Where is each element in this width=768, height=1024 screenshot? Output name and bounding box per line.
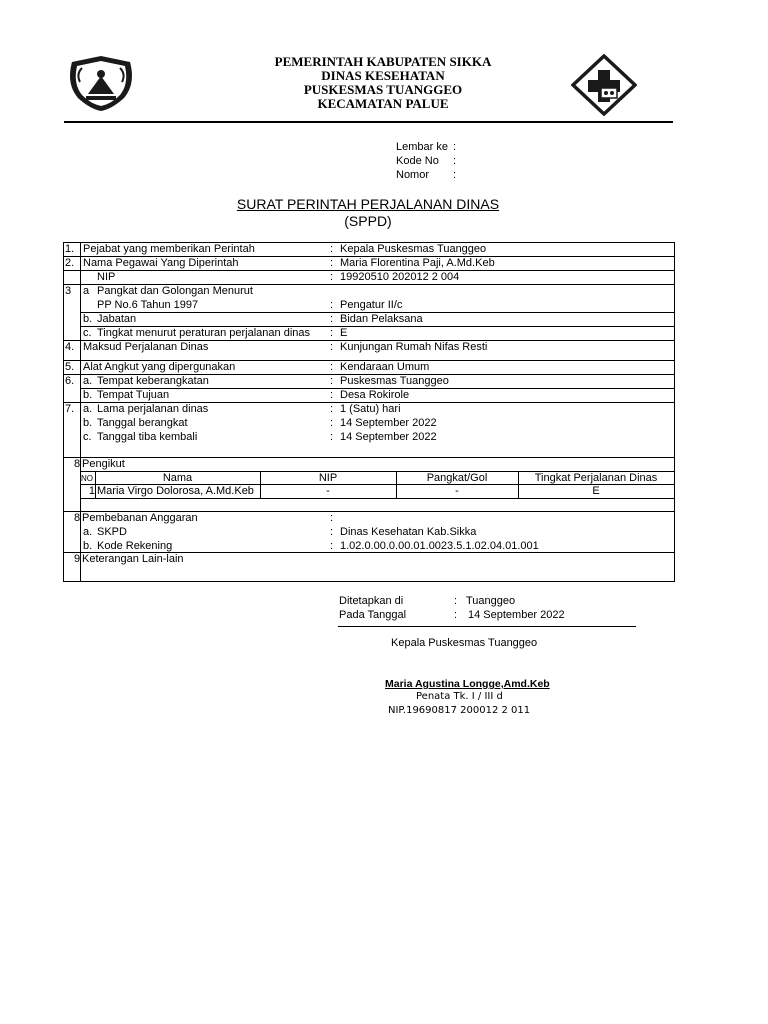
colon: : [330,431,334,443]
colon: : [330,540,334,552]
row3-sub: a [83,285,90,297]
signatory-nip: NIP.19690817 200012 2 011 [388,705,531,716]
colon: : [330,403,334,415]
pengikut-row-nama: Maria Virgo Dolorosa, A.Md.Keb [97,485,254,497]
pengikut-num: 8 [74,458,81,470]
pengikut-row-nip: - [326,485,330,497]
row7a-value: 1 (Satu) hari [340,403,401,415]
pengikut-table [80,471,674,498]
row2b-value: 19920510 202012 2 004 [340,271,460,283]
pengikut-header-tingkat: Tingkat Perjalanan Dinas [534,472,658,484]
row3c-label: Tingkat menurut peraturan perjalanan dinas [97,327,311,339]
row4-num: 4. [65,341,75,353]
row7c-sub: c. [83,431,92,443]
row7b-sub: b. [83,417,93,429]
tanggal-label: Pada Tanggal [339,609,407,621]
colon: : [330,526,334,538]
row7c-label: Tanggal tiba kembali [97,431,198,443]
row7-num: 7. [65,403,75,415]
ditetapkan-value: Tuanggeo [466,595,516,607]
ref-kode [396,154,456,168]
anggaran-a-sub: a. [83,526,93,538]
pengikut-header-pangkat: Pangkat/Gol [426,472,488,484]
pengikut-row-tingkat: E [592,485,600,497]
anggaran-num: 8 [74,512,81,524]
row6-num: 6. [65,375,75,387]
anggaran-b-sub: b. [83,540,93,552]
anggaran-a-label: SKPD [97,526,127,538]
row3c-value: E [340,327,348,339]
ref-kode-label: Kode No [396,155,439,167]
document-title: SURAT PERINTAH PERJALANAN DINAS [236,196,500,212]
row6a-label: Tempat keberangkatan [97,375,209,387]
row3c-sub: c. [83,327,92,339]
letterhead-line-2: DINAS KESEHATAN [321,68,445,83]
colon: : [330,512,334,524]
signature-rule [338,626,636,627]
row1-value: Kepala Puskesmas Tuanggeo [340,243,487,255]
letterhead-line-4: KECAMATAN PALUE [317,96,449,111]
row3-num: 3 [65,285,72,297]
colon: : [454,609,458,621]
row3a-value: Pengatur II/c [340,299,403,311]
ref-colon: : [453,141,457,153]
ref-colon: : [453,169,457,181]
ref-nomor-label: Nomor [396,169,430,181]
row6a-value: Puskesmas Tuanggeo [340,375,449,387]
pengikut-line [80,498,674,499]
anggaran-label: Pembebanan Anggaran [82,512,198,524]
document-subtitle: (SPPD) [344,213,392,229]
puskesmas-logo [571,54,637,116]
letterhead-rule [64,121,673,123]
row6a-sub: a. [83,375,93,387]
colon: : [330,313,334,325]
row4-label: Maksud Perjalanan Dinas [83,341,209,353]
row7a-sub: a. [83,403,93,415]
colon: : [330,327,334,339]
colon: : [330,299,334,311]
row6b-label: Tempat Tujuan [97,389,170,401]
row5-value: Kendaraan Umum [340,361,430,373]
row6b-value: Desa Rokirole [340,389,410,401]
anggaran-a-value: Dinas Kesehatan Kab.Sikka [340,526,477,538]
tanggal-value: 14 September 2022 [468,609,565,621]
ref-lembar [396,140,456,154]
colon: : [330,361,334,373]
row7c-value: 14 September 2022 [340,431,437,443]
row3b-value: Bidan Pelaksana [340,313,423,325]
colon: : [330,389,334,401]
ref-lembar-label: Lembar ke [396,141,448,153]
row5-label: Alat Angkut yang dipergunakan [83,361,236,373]
colon: : [330,243,334,255]
signatory-name: Maria Agustina Longge,Amd.Keb [385,678,550,690]
sikka-regency-emblem [64,54,138,112]
row1-label: Pejabat yang memberikan Perintah [83,243,255,255]
colon: : [330,375,334,387]
anggaran-b-value: 1.02.0.00.0.00.01.0023.5.1.02.04.01.001 [340,540,539,552]
row7a-label: Lama perjalanan dinas [97,403,209,415]
row5-num: 5. [65,361,75,373]
letterhead-line-3: PUSKESMAS TUANGGEO [303,82,463,97]
ref-colon: : [453,155,457,167]
pengikut-row-pangkat: - [455,485,459,497]
row1-num: 1. [65,243,75,255]
number-column-divider [80,243,81,581]
row2b-label: NIP [97,271,116,283]
letterhead-line-1: PEMERINTAH KABUPATEN SIKKA [274,54,492,69]
pengikut-label: Pengikut [82,458,125,470]
row-line [64,457,674,458]
signatory-rank: Penata Tk. I / III d [416,691,503,702]
ref-nomor [396,168,456,182]
ditetapkan-label: Ditetapkan di [339,595,404,607]
keterangan-num: 9 [74,553,81,565]
anggaran-b-label: Kode Rekening [97,540,173,552]
row3b-sub: b. [83,313,93,325]
colon: : [330,271,334,283]
row7b-label: Tanggal berangkat [97,417,188,429]
pengikut-row-no: 1 [88,485,95,497]
colon: : [330,341,334,353]
colon: : [330,417,334,429]
pengikut-header-nama: Nama [162,472,193,484]
row2-value: Maria Florentina Paji, A.Md.Keb [340,257,495,269]
signatory-title: Kepala Puskesmas Tuanggeo [391,637,538,649]
row3a-label: PP No.6 Tahun 1997 [97,299,199,311]
row2-num: 2. [65,257,75,269]
colon: : [330,257,334,269]
row6b-sub: b. [83,389,93,401]
row3b-label: Jabatan [97,313,137,325]
row7b-value: 14 September 2022 [340,417,437,429]
sppd-form [63,242,675,582]
keterangan-label: Keterangan Lain-lain [82,553,184,565]
row3-label: Pangkat dan Golongan Menurut [97,285,253,297]
row4-value: Kunjungan Rumah Nifas Resti [340,341,488,353]
colon: : [454,595,458,607]
row2-label: Nama Pegawai Yang Diperintah [83,257,239,269]
pengikut-header-nip: NIP [318,472,338,484]
pengikut-header-no: NO [81,474,93,483]
